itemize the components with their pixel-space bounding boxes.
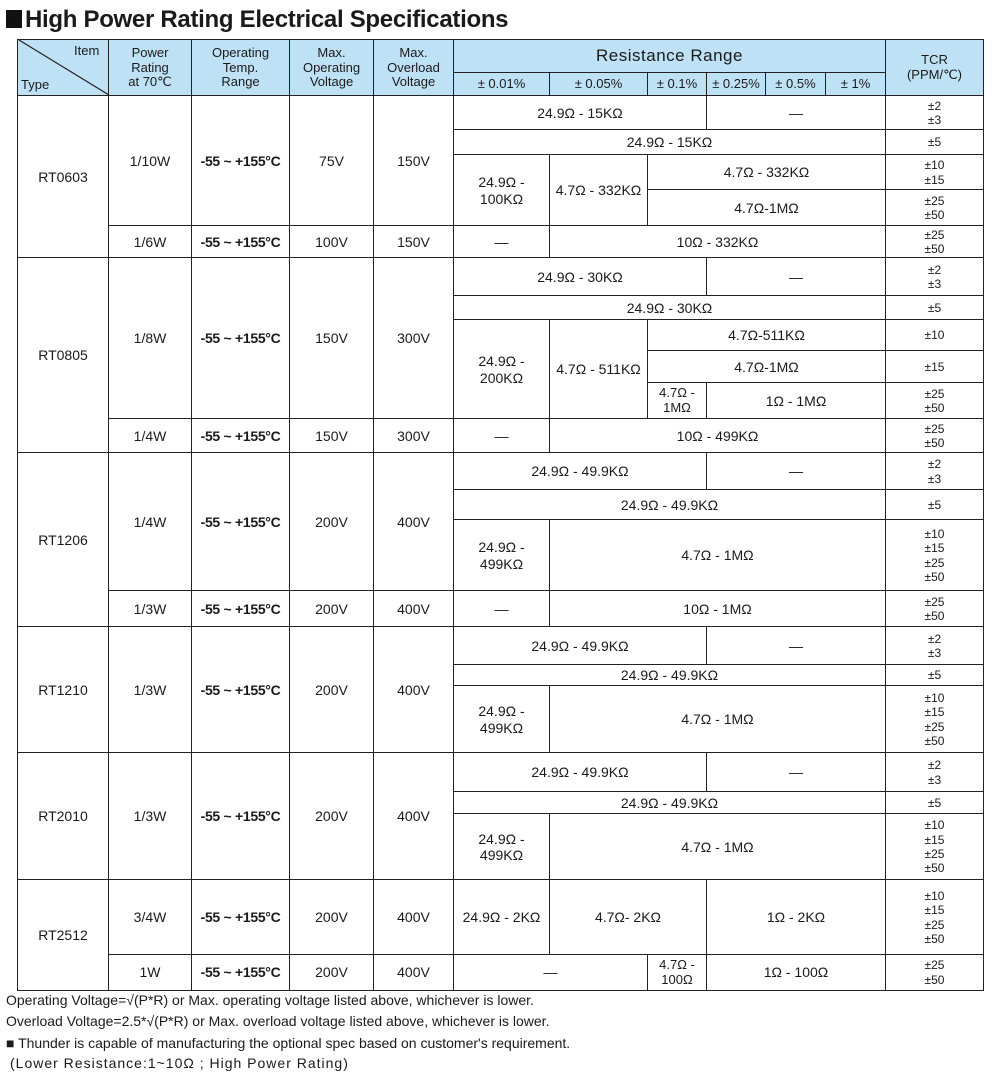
max-operating-voltage-cell: 200V: [289, 752, 374, 881]
power-rating-cell: 1/6W: [108, 225, 192, 259]
tcr-cell: ±2 ±3: [885, 626, 984, 666]
resistance-range-cell: 4.7Ω- 2KΩ: [549, 879, 707, 956]
power-rating-cell: 1/4W: [108, 418, 192, 454]
header-tcr: TCR (PPM/℃): [885, 39, 984, 97]
max-overload-voltage-cell: 150V: [373, 95, 454, 227]
header-power-rating: Power Rating at 70℃: [108, 39, 192, 97]
type-cell: RT1206: [17, 452, 109, 628]
note-overload-voltage: Overload Voltage=2.5*√(P*R) or Max. overload voltage listed above, whichever is lower.: [6, 1013, 550, 1029]
tcr-cell: ±10: [885, 319, 984, 352]
tcr-cell: ±25 ±50: [885, 590, 984, 628]
tcr-cell: ±25 ±50: [885, 189, 984, 227]
operating-temp-cell: -55 ~ +155°C: [191, 257, 290, 420]
tcr-cell: ±25 ±50: [885, 418, 984, 454]
tcr-cell: ±2 ±3: [885, 257, 984, 297]
header-tolerance: ± 1%: [825, 72, 886, 97]
header-operating-temp: Operating Temp. Range: [191, 39, 290, 97]
resistance-range-cell: 24.9Ω - 499KΩ: [453, 685, 550, 754]
resistance-range-cell: 4.7Ω - 1MΩ: [549, 813, 886, 881]
max-overload-voltage-cell: 300V: [373, 418, 454, 454]
resistance-range-cell: 24.9Ω - 200KΩ: [453, 319, 550, 420]
max-operating-voltage-cell: 200V: [289, 879, 374, 956]
resistance-range-cell: 24.9Ω - 49.9KΩ: [453, 752, 707, 793]
header-tolerance: ± 0.5%: [765, 72, 826, 97]
square-bullet-icon: [6, 10, 22, 28]
resistance-range-cell: —: [453, 590, 550, 628]
max-overload-voltage-cell: 300V: [373, 257, 454, 420]
max-overload-voltage-cell: 400V: [373, 452, 454, 592]
resistance-range-cell: 24.9Ω - 30KΩ: [453, 257, 707, 297]
resistance-range-cell: 24.9Ω - 30KΩ: [453, 295, 886, 321]
resistance-range-cell: 24.9Ω - 49.9KΩ: [453, 489, 886, 521]
type-cell: RT1210: [17, 626, 109, 754]
max-overload-voltage-cell: 150V: [373, 225, 454, 259]
max-overload-voltage-cell: 400V: [373, 626, 454, 754]
resistance-range-cell: 4.7Ω - 332KΩ: [549, 154, 648, 227]
tcr-cell: ±10 ±15 ±25 ±50: [885, 879, 984, 956]
tcr-cell: ±5: [885, 489, 984, 521]
tcr-cell: ±5: [885, 129, 984, 156]
power-rating-cell: 1W: [108, 954, 192, 991]
resistance-range-cell: —: [706, 95, 886, 131]
operating-temp-cell: -55 ~ +155°C: [191, 879, 290, 956]
max-operating-voltage-cell: 150V: [289, 418, 374, 454]
header-tolerance: ± 0.25%: [706, 72, 766, 97]
resistance-range-cell: —: [453, 418, 550, 454]
tcr-cell: ±25 ±50: [885, 225, 984, 259]
header-resistance-range: Resistance Range: [453, 39, 886, 73]
operating-temp-cell: -55 ~ +155°C: [191, 626, 290, 754]
max-operating-voltage-cell: 200V: [289, 954, 374, 991]
tcr-cell: ±10 ±15 ±25 ±50: [885, 813, 984, 881]
operating-temp-cell: -55 ~ +155°C: [191, 95, 290, 227]
resistance-range-cell: 24.9Ω - 499KΩ: [453, 813, 550, 881]
note-lower-resistance: (Lower Resistance:1~10Ω ; High Power Rating): [10, 1055, 349, 1071]
header-max-operating-voltage: Max. Operating Voltage: [289, 39, 374, 97]
power-rating-cell: 1/3W: [108, 590, 192, 628]
resistance-range-cell: 24.9Ω - 15KΩ: [453, 129, 886, 156]
resistance-range-cell: 4.7Ω-511KΩ: [647, 319, 886, 352]
power-rating-cell: 1/10W: [108, 95, 192, 227]
note-optional-spec: ■ Thunder is capable of manufacturing the optional spec based on customer's requirement.: [6, 1035, 571, 1051]
max-operating-voltage-cell: 150V: [289, 257, 374, 420]
tcr-cell: ±2 ±3: [885, 95, 984, 131]
resistance-range-cell: 10Ω - 1MΩ: [549, 590, 886, 628]
resistance-range-cell: 1Ω - 100Ω: [706, 954, 886, 991]
tcr-cell: ±25 ±50: [885, 954, 984, 991]
resistance-range-cell: 4.7Ω - 1MΩ: [549, 519, 886, 592]
operating-temp-cell: -55 ~ +155°C: [191, 452, 290, 592]
tcr-cell: ±15: [885, 350, 984, 384]
type-cell: RT2512: [17, 879, 109, 991]
power-rating-cell: 1/8W: [108, 257, 192, 420]
resistance-range-cell: 4.7Ω-1MΩ: [647, 189, 886, 227]
header-tolerance: ± 0.01%: [453, 72, 550, 97]
resistance-range-cell: 24.9Ω - 2KΩ: [453, 879, 550, 956]
resistance-range-cell: —: [453, 954, 648, 991]
tcr-cell: ±2 ±3: [885, 752, 984, 793]
type-cell: RT0603: [17, 95, 109, 259]
tcr-cell: ±5: [885, 295, 984, 321]
max-overload-voltage-cell: 400V: [373, 752, 454, 881]
page-title: [6, 6, 508, 34]
power-rating-cell: 1/4W: [108, 452, 192, 592]
resistance-range-cell: 24.9Ω - 49.9KΩ: [453, 626, 707, 666]
max-overload-voltage-cell: 400V: [373, 590, 454, 628]
operating-temp-cell: -55 ~ +155°C: [191, 590, 290, 628]
resistance-range-cell: —: [706, 257, 886, 297]
max-overload-voltage-cell: 400V: [373, 879, 454, 956]
tcr-cell: ±10 ±15 ±25 ±50: [885, 685, 984, 754]
resistance-range-cell: 4.7Ω - 100Ω: [647, 954, 707, 991]
tcr-cell: ±5: [885, 791, 984, 815]
header-type-label: Type: [21, 77, 50, 92]
tcr-cell: ±2 ±3: [885, 452, 984, 491]
resistance-range-cell: 24.9Ω - 49.9KΩ: [453, 791, 886, 815]
resistance-range-cell: 4.7Ω - 1MΩ: [647, 382, 707, 420]
resistance-range-cell: 1Ω - 1MΩ: [706, 382, 886, 420]
header-item-label: Item: [74, 43, 100, 58]
header-tolerance: ± 0.1%: [647, 72, 707, 97]
max-operating-voltage-cell: 100V: [289, 225, 374, 259]
operating-temp-cell: -55 ~ +155°C: [191, 954, 290, 991]
tcr-cell: ±10 ±15: [885, 154, 984, 191]
max-operating-voltage-cell: 200V: [289, 590, 374, 628]
resistance-range-cell: —: [453, 225, 550, 259]
resistance-range-cell: 24.9Ω - 49.9KΩ: [453, 664, 886, 687]
resistance-range-cell: —: [706, 752, 886, 793]
max-operating-voltage-cell: 200V: [289, 626, 374, 754]
power-rating-cell: 1/3W: [108, 752, 192, 881]
power-rating-cell: 3/4W: [108, 879, 192, 956]
resistance-range-cell: 1Ω - 2KΩ: [706, 879, 886, 956]
operating-temp-cell: -55 ~ +155°C: [191, 418, 290, 454]
resistance-range-cell: 4.7Ω - 511KΩ: [549, 319, 648, 420]
resistance-range-cell: 4.7Ω - 332KΩ: [647, 154, 886, 191]
tcr-cell: ±10 ±15 ±25 ±50: [885, 519, 984, 592]
resistance-range-cell: 24.9Ω - 15KΩ: [453, 95, 707, 131]
tcr-cell: ±5: [885, 664, 984, 687]
resistance-range-cell: 10Ω - 499KΩ: [549, 418, 886, 454]
resistance-range-cell: 10Ω - 332KΩ: [549, 225, 886, 259]
operating-temp-cell: -55 ~ +155°C: [191, 752, 290, 881]
max-operating-voltage-cell: 200V: [289, 452, 374, 592]
tcr-cell: ±25 ±50: [885, 382, 984, 420]
resistance-range-cell: —: [706, 452, 886, 491]
max-operating-voltage-cell: 75V: [289, 95, 374, 227]
resistance-range-cell: 24.9Ω - 100KΩ: [453, 154, 550, 227]
type-cell: RT2010: [17, 752, 109, 881]
type-cell: RT0805: [17, 257, 109, 454]
power-rating-cell: 1/3W: [108, 626, 192, 754]
header-max-overload-voltage: Max. Overload Voltage: [373, 39, 454, 97]
title-text: High Power Rating Electrical Specifications: [25, 6, 509, 33]
note-operating-voltage: Operating Voltage=√(P*R) or Max. operating voltage listed above, whichever is lower.: [6, 992, 534, 1008]
resistance-range-cell: 24.9Ω - 499KΩ: [453, 519, 550, 592]
max-overload-voltage-cell: 400V: [373, 954, 454, 991]
resistance-range-cell: 4.7Ω-1MΩ: [647, 350, 886, 384]
operating-temp-cell: -55 ~ +155°C: [191, 225, 290, 259]
resistance-range-cell: 4.7Ω - 1MΩ: [549, 685, 886, 754]
resistance-range-cell: —: [706, 626, 886, 666]
header-tolerance: ± 0.05%: [549, 72, 648, 97]
resistance-range-cell: 24.9Ω - 49.9KΩ: [453, 452, 707, 491]
